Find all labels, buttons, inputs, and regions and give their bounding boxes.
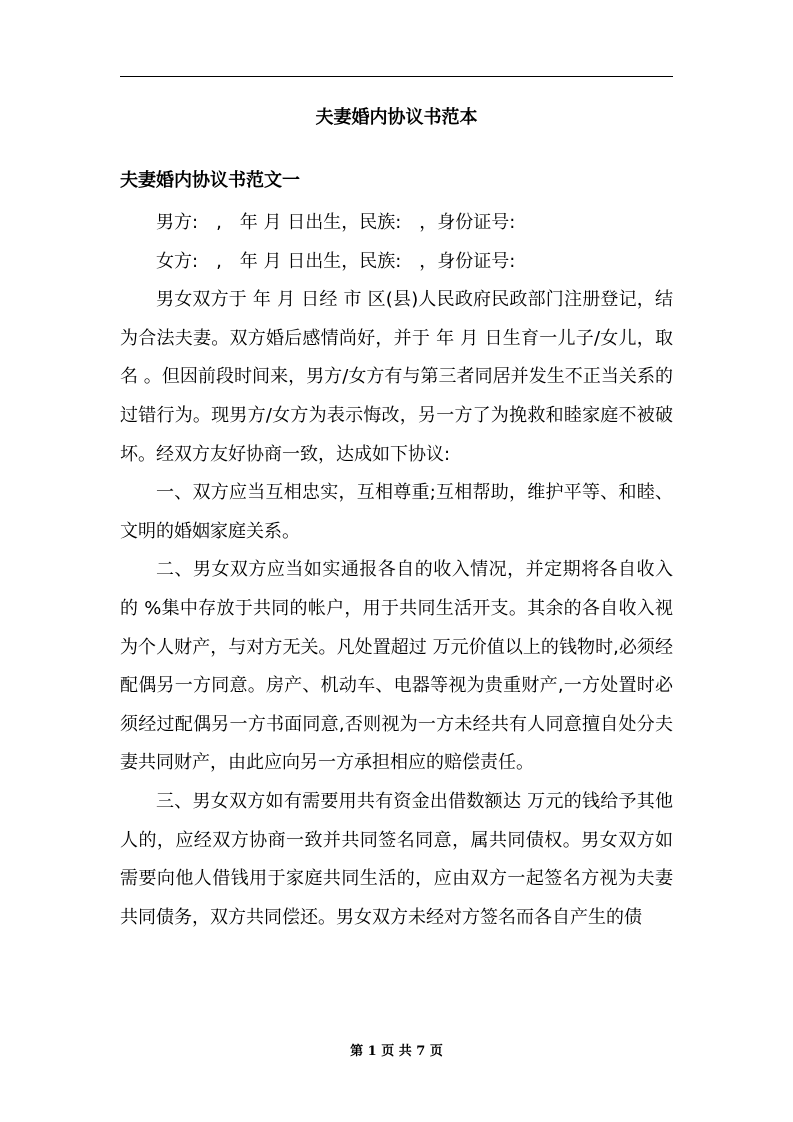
document-body bbox=[120, 204, 673, 937]
paragraph-background: 男女双方于 年 月 日经 市 区(县)人民政府民政部门注册登记，结为合法夫妻。双方婚后感情尚好，并于 年 月 日生育一儿子/女儿，取名 。但因前段时间来，男方/女方有与第三者同居并发生不正当关系的过错行为。现男方/女方为表示悔改，另一方了为挽救和睦家庭不被破坏。经双方友好协商一致，达成如下协议: bbox=[120, 289, 673, 465]
document-title: 夫妻婚内协议书范本 bbox=[315, 107, 478, 128]
paragraph-clause-2: 二、男女双方应当如实通报各自的收入情况，并定期将各自收入的 %集中存放于共同的帐户，用于共同生活开支。其余的各自收入视为个人财产，与对方无关。凡处置超过 万元价值以上的钱物时,必须经配偶另一方同意。房产、机动车、电器等视为贵重财产,一方处置时必须经过配偶另一方书面同意,否则视为一方未经共有人同意擅自处分夫妻共同财产，由此应向另一方承担相应的赔偿责任。 bbox=[120, 559, 673, 774]
paragraph-female-party: 女方: , 年 月 日出生，民族: ，身份证号: bbox=[156, 250, 516, 272]
paragraph-clause-3: 三、男女双方如有需要用共有资金出借数额达 万元的钱给予其他人的，应经双方协商一致并共同签名同意，属共同债权。男女双方如需要向他人借钱用于家庭共同生活的，应由双方一起签名方视为夫妻共同债务，双方共同偿还。男女双方未经对方签名而各自产生的债 bbox=[120, 790, 673, 928]
page-indicator: 第 1 页 共 7 页 bbox=[350, 1044, 443, 1059]
paragraph-clause-1: 一、双方应当互相忠实，互相尊重;互相帮助，维护平等、和睦、文明的婚姻家庭关系。 bbox=[120, 482, 673, 542]
header-rule bbox=[120, 76, 673, 77]
paragraph-male-party: 男方: , 年 月 日出生，民族: ，身份证号: bbox=[156, 212, 516, 233]
section-heading: 夫妻婚内协议书范文一 bbox=[120, 170, 300, 191]
